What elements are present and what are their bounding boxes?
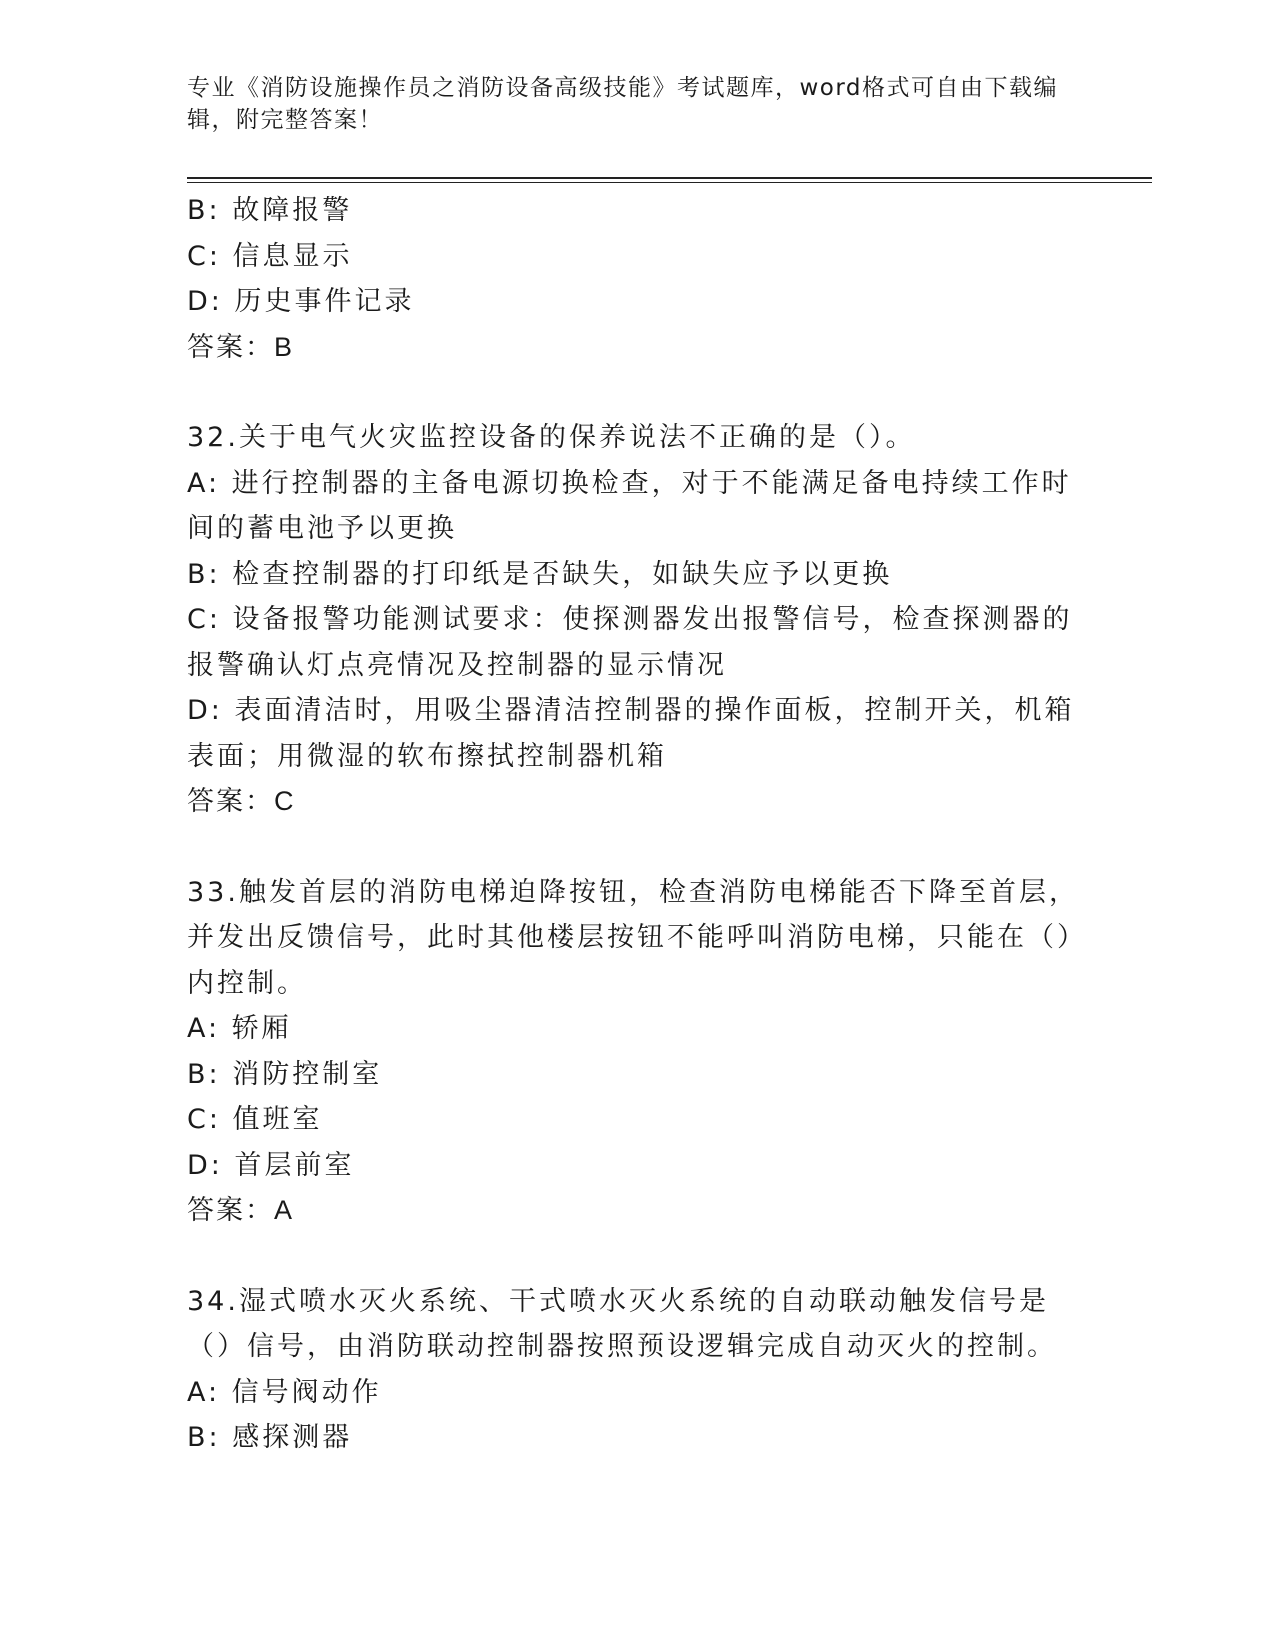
option-b: B: 消防控制室 [187,1058,383,1090]
option-a: A: 信号阀动作 [187,1376,382,1408]
option-d: D: 表面清洁时，用吸尘器清洁控制器的操作面板，控制开关，机箱表面；用微湿的软布擦拭控制器机箱 [187,695,1075,772]
question-33 [187,870,1087,1234]
answer-line: 答案：A [187,1195,295,1225]
option-c: C: 信息显示 [187,240,353,272]
header-divider-thin [187,182,1152,183]
option-b: B: 感探测器 [187,1422,353,1453]
option-d: D: 首层前室 [187,1149,355,1181]
question-stem: 32.关于电气火灾监控设备的保养说法不正确的是（）。 [187,422,916,453]
option-c: C: 值班室 [187,1104,323,1135]
header-title: 专业《消防设施操作员之消防设备高级技能》考试题库，word格式可自由下载编辑，附完整答案！ [187,75,1059,133]
header-divider-thick [187,177,1152,179]
spacer [187,370,1087,415]
question-32 [187,415,1087,825]
spacer [187,1234,1087,1279]
option-a: A: 轿厢 [187,1013,292,1044]
option-a: A: 进行控制器的主备电源切换检查，对于不能满足备电持续工作时间的蓄电池予以更换 [187,467,1072,544]
question-content [187,188,1087,1461]
option-c: C: 设备报警功能测试要求：使探测器发出报警信号，检查探测器的报警确认灯点亮情况及控制器的显示情况 [187,604,1073,681]
option-b: B: 检查控制器的打印纸是否缺失，如缺失应予以更换 [187,558,893,590]
question-stem: 34.湿式喷水灭火系统、干式喷水灭火系统的自动联动触发信号是（）信号，由消防联动控制器按照预设逻辑完成自动灭火的控制。 [187,1285,1057,1362]
spacer [187,825,1087,870]
option-d: D: 历史事件记录 [187,286,415,317]
answer-line: 答案：C [187,786,296,816]
question-continued [187,188,1087,370]
question-34 [187,1279,1087,1461]
question-stem: 33.触发首层的消防电梯迫降按钮，检查消防电梯能否下降至首层，并发出反馈信号，此时其他楼层按钮不能呼叫消防电梯，只能在（）内控制。 [187,876,1087,999]
option-b: B: 故障报警 [187,195,353,226]
answer-line: 答案：B [187,331,295,362]
page-header [187,72,1067,136]
